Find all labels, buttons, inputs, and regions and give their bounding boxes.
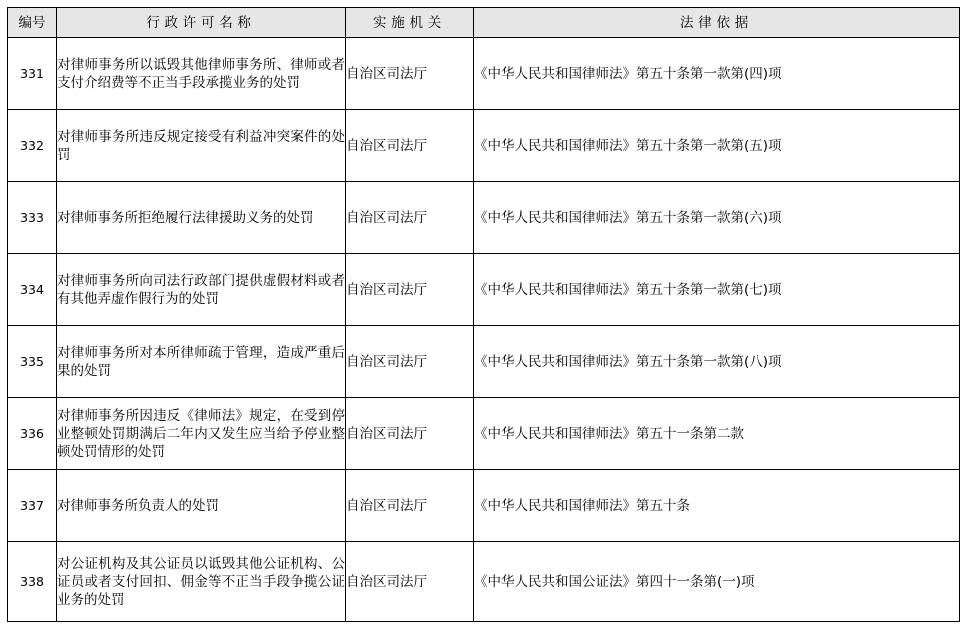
table-row <box>8 182 960 254</box>
row-name: 对律师事务所因违反《律师法》规定，在受到停业整顿处罚期满后二年内又发生应当给予停业整顿处罚情形的处罚 <box>57 398 346 470</box>
table-row <box>8 542 960 622</box>
row-authority: 自治区司法厅 <box>346 398 474 470</box>
table-row <box>8 110 960 182</box>
row-authority: 自治区司法厅 <box>346 254 474 326</box>
header-name: 行政许可名称 <box>57 8 346 38</box>
row-name: 对律师事务所向司法行政部门提供虚假材料或者有其他弄虚作假行为的处罚 <box>57 254 346 326</box>
row-name: 对律师事务所对本所律师疏于管理，造成严重后果的处罚 <box>57 326 346 398</box>
row-number: 337 <box>8 470 57 542</box>
row-legal-basis: 《中华人民共和国律师法》第五十条第一款第(六)项 <box>474 182 960 254</box>
header-legal-basis: 法律依据 <box>474 8 960 38</box>
row-authority: 自治区司法厅 <box>346 542 474 622</box>
header-authority: 实施机关 <box>346 8 474 38</box>
regulation-table <box>7 7 960 622</box>
row-number: 335 <box>8 326 57 398</box>
row-name: 对公证机构及其公证员以诋毁其他公证机构、公证员或者支付回扣、佣金等不正当手段争揽公证业务的处罚 <box>57 542 346 622</box>
row-legal-basis: 《中华人民共和国律师法》第五十条第一款第(八)项 <box>474 326 960 398</box>
row-number: 332 <box>8 110 57 182</box>
row-number: 338 <box>8 542 57 622</box>
row-name: 对律师事务所拒绝履行法律援助义务的处罚 <box>57 182 346 254</box>
table-row <box>8 38 960 110</box>
row-authority: 自治区司法厅 <box>346 110 474 182</box>
row-legal-basis: 《中华人民共和国律师法》第五十条 <box>474 470 960 542</box>
table-row <box>8 326 960 398</box>
header-number: 编号 <box>8 8 57 38</box>
row-number: 333 <box>8 182 57 254</box>
row-legal-basis: 《中华人民共和国律师法》第五十条第一款第(四)项 <box>474 38 960 110</box>
table-row <box>8 398 960 470</box>
row-legal-basis: 《中华人民共和国公证法》第四十一条第(一)项 <box>474 542 960 622</box>
row-number: 331 <box>8 38 57 110</box>
row-authority: 自治区司法厅 <box>346 182 474 254</box>
row-legal-basis: 《中华人民共和国律师法》第五十条第一款第(五)项 <box>474 110 960 182</box>
table-row <box>8 470 960 542</box>
row-authority: 自治区司法厅 <box>346 326 474 398</box>
row-number: 336 <box>8 398 57 470</box>
row-authority: 自治区司法厅 <box>346 38 474 110</box>
row-name: 对律师事务所违反规定接受有利益冲突案件的处罚 <box>57 110 346 182</box>
table-row <box>8 254 960 326</box>
row-name: 对律师事务所以诋毁其他律师事务所、律师或者支付介绍费等不正当手段承揽业务的处罚 <box>57 38 346 110</box>
row-authority: 自治区司法厅 <box>346 470 474 542</box>
table-header-row <box>8 8 960 38</box>
row-legal-basis: 《中华人民共和国律师法》第五十条第一款第(七)项 <box>474 254 960 326</box>
row-legal-basis: 《中华人民共和国律师法》第五十一条第二款 <box>474 398 960 470</box>
row-name: 对律师事务所负责人的处罚 <box>57 470 346 542</box>
row-number: 334 <box>8 254 57 326</box>
